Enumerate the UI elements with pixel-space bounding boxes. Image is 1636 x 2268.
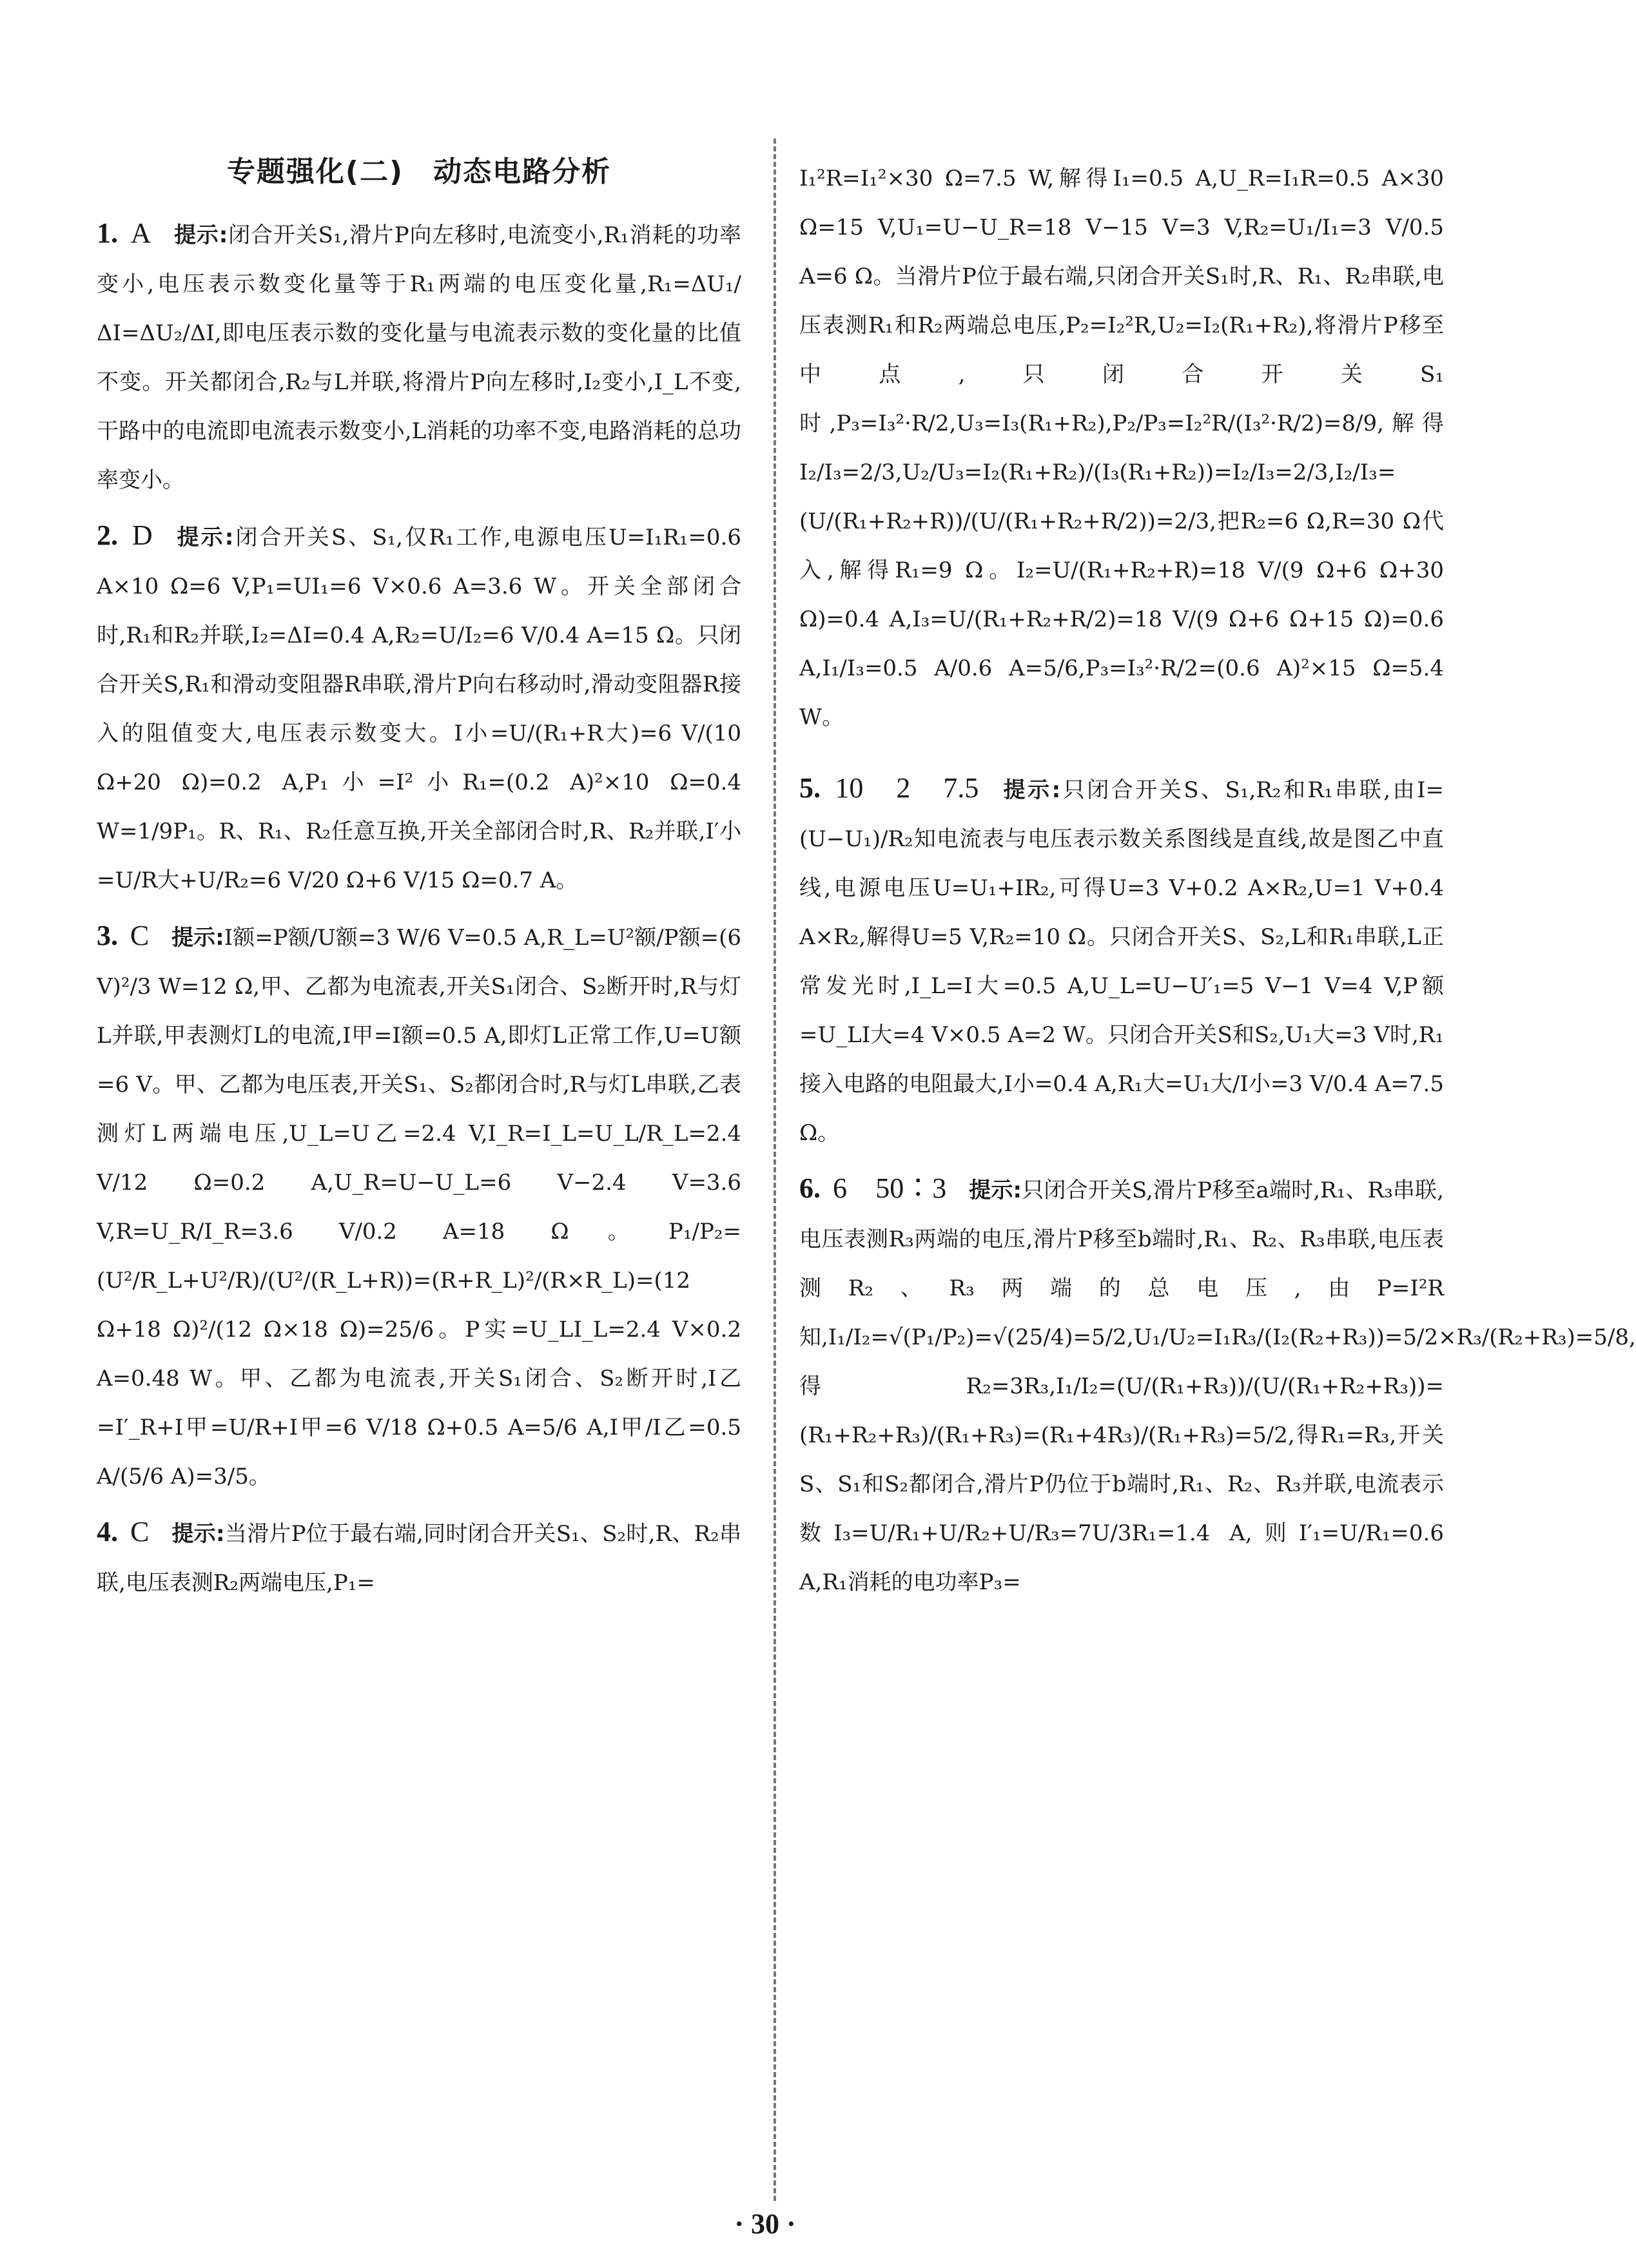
item-answer: C bbox=[130, 920, 150, 951]
answer-item-1 bbox=[97, 209, 741, 505]
item-number: 3. bbox=[97, 920, 118, 951]
page-number: · 30 · bbox=[734, 2208, 796, 2240]
column-divider bbox=[774, 139, 776, 2201]
item-explanation: I额=P额/U额=3 W/6 V=0.5 A,R_L=U²额/P额=(6 V)²/3 W=12 Ω,甲、乙都为电流表,开关S₁闭合、S₂断开时,R与灯L并联,甲表测灯L的电流,I甲=I额=0.5 A,即灯L正常工作,U=U额=6 V。甲、乙都为电压表,开关S₁、S₂都闭合时,R与灯L串联,乙表测灯L两端电压,U_L=U乙=2.4 V,I_R=I_L=U_L/R_L=2.4 V/12 Ω=0.2 A,U_R=U−U_L=6 V−2.4 V=3.6 V,R=U_R/I_R=3.6 V/0.2 A=18 Ω。P₁/P₂=(U²/R_L+U²/R)/(U²/(R_L+R))=(R+R_L)²/(R×R_L)=(12 Ω+18 Ω)²/(12 Ω×18 Ω)=25/6。P实=U_LI_L=2.4 V×0.2 A=0.48 W。甲、乙都为电流表,开关S₁闭合、S₂断开时,I乙=I′_R+I甲=U/R+I甲=6 V/18 Ω+0.5 A=5/6 A,I甲/I乙=0.5 A/(5/6 A)=3/5。 bbox=[97, 925, 742, 1489]
item-4-continuation: I₁²R=I₁²×30 Ω=7.5 W,解得I₁=0.5 A,U_R=I₁R=0.5 A×30 Ω=15 V,U₁=U−U_R=18 V−15 V=3 V,R₂=U₁/I₁=3 V/0.5 A=6 Ω。当滑片P位于最右端,只闭合开关S₁时,R、R₁、R₂串联,电压表测R₁和R₂两端总电压,P₂=I₂²R,U₂=I₂(R₁+R₂),将滑片P移至中点,只闭合开关S₁时,P₃=I₃²·R/2,U₃=I₃(R₁+R₂),P₂/P₃=I₂²R/(I₃²·R/2)=8/9,解得I₂/I₃=2/3,U₂/U₃=I₂(R₁+R₂)/(I₃(R₁+R₂))=I₂/I₃=2/3,I₂/I₃=(U/(R₁+R₂+R))/(U/(R₁+R₂+R/2))=2/3,把R₂=6 Ω,R=30 Ω代入,解得R₁=9 Ω。I₂=U/(R₁+R₂+R)=18 V/(9 Ω+6 Ω+30 Ω)=0.4 A,I₃=U/(R₁+R₂+R/2)=18 V/(9 Ω+6 Ω+15 Ω)=0.6 A,I₁/I₃=0.5 A/0.6 A=5/6,P₃=I₃²·R/2=(0.6 A)²×15 Ω=5.4 W。 bbox=[799, 166, 1444, 730]
item-explanation: 只闭合开关S,滑片P移至a端时,R₁、R₃串联,电压表测R₃两端的电压,滑片P移至b端时,R₁、R₂、R₃串联,电压表测R₂、R₃两端的总电压,由P=I²R知,I₁/I₂=√(P₁/P₂)=√(25/4)=5/2,U₁/U₂=I₁R₃/(I₂(R₂+R₃))=5/2×R₃/(R₂+R₃)=5/8,得R₂=3R₃,I₁/I₂=(U/(R₁+R₃))/(U/(R₁+R₂+R₃))=(R₁+R₂+R₃)/(R₁+R₃)=(R₁+4R₃)/(R₁+R₃)=5/2,得R₁=R₃,开关S、S₁和S₂都闭合,滑片P仍位于b端时,R₁、R₂、R₃并联,电流表示数I₃=U/R₁+U/R₂+U/R₃=7U/3R₁=1.4 A,则I′₁=U/R₁=0.6 A,R₁消耗的电功率P₃= bbox=[799, 1178, 1636, 1595]
item-answer: D bbox=[131, 519, 153, 551]
item-number: 1. bbox=[97, 217, 118, 249]
item-answer: 6 50∶3 bbox=[832, 1172, 947, 1204]
answer-item-2 bbox=[97, 511, 741, 905]
item-answer: 10 2 7.5 bbox=[835, 772, 979, 804]
answer-item-3 bbox=[97, 911, 741, 1501]
answer-item-6 bbox=[799, 1164, 1636, 1607]
section-title: 专题强化(二) 动态电路分析 bbox=[226, 155, 612, 188]
left-column bbox=[97, 116, 741, 1614]
item-number: 5. bbox=[799, 772, 821, 804]
answer-item-5 bbox=[799, 764, 1444, 1158]
item-number: 6. bbox=[799, 1172, 821, 1204]
item-answer: A bbox=[130, 217, 151, 249]
hint-label: 提示: bbox=[969, 1178, 1022, 1203]
hint-label: 提示: bbox=[1003, 777, 1061, 803]
hint-label: 提示: bbox=[171, 1521, 225, 1547]
item-explanation: 闭合开关S₁,滑片P向左移时,电流变小,R₁消耗的功率变小,电压表示数变化量等于R₁两端的电压变化量,R₁=ΔU₁/ΔI=ΔU₂/ΔI,即电压表示数的变化量与电流表示数的变化量的比值不变。开关都闭合,R₂与L并联,将滑片P向左移时,I₂变小,I_L不变,干路中的电流即电流表示数变小,L消耗的功率不变,电路消耗的总功率变小。 bbox=[97, 222, 742, 493]
item-explanation: 闭合开关S、S₁,仅R₁工作,电源电压U=I₁R₁=0.6 A×10 Ω=6 V,P₁=UI₁=6 V×0.6 A=3.6 W。开关全部闭合时,R₁和R₂并联,I₂=ΔI=0.4 A,R₂=U/I₂=6 V/0.4 A=15 Ω。只闭合开关S,R₁和滑动变阻器R串联,滑片P向右移动时,滑动变阻器R接入的阻值变大,电压表示数变大。I小=U/(R₁+R大)=6 V/(10 Ω+20 Ω)=0.2 A,P₁小=I²小R₁=(0.2 A)²×10 Ω=0.4 W=1/9P₁。R、R₁、R₂任意互换,开关全部闭合时,R、R₂并联,I′小=U/R大+U/R₂=6 V/20 Ω+6 V/15 Ω=0.7 A。 bbox=[97, 525, 741, 893]
item-explanation: 当滑片P位于最右端,同时闭合开关S₁、S₂时,R、R₂串联,电压表测R₂两端电压,P₁= bbox=[97, 1521, 742, 1596]
hint-label: 提示: bbox=[177, 525, 234, 550]
item-answer: C bbox=[130, 1516, 150, 1547]
item-explanation: 只闭合开关S、S₁,R₂和R₁串联,由I=(U−U₁)/R₂知电流表与电压表示数关系图线是直线,故是图乙中直线,电源电压U=U₁+IR₂,可得U=3 V+0.2 A×R₂,U=1 V+0.4 A×R₂,解得U=5 V,R₂=10 Ω。只闭合开关S、S₂,L和R₁串联,L正常发光时,I_L=I大=0.5 A,U_L=U−U′₁=5 V−1 V=4 V,P额=U_LI大=4 V×0.5 A=2 W。只闭合开关S和S₂,U₁大=3 V时,R₁接入电路的电阻最大,I小=0.4 A,R₁大=U₁大/I小=3 V/0.4 A=7.5 Ω。 bbox=[799, 777, 1444, 1146]
answer-item-4 bbox=[97, 1507, 741, 1607]
item-number: 2. bbox=[97, 519, 118, 551]
hint-label: 提示: bbox=[171, 925, 224, 951]
item-number: 4. bbox=[97, 1516, 118, 1547]
right-column bbox=[799, 132, 1636, 1613]
hint-label: 提示: bbox=[174, 222, 228, 248]
